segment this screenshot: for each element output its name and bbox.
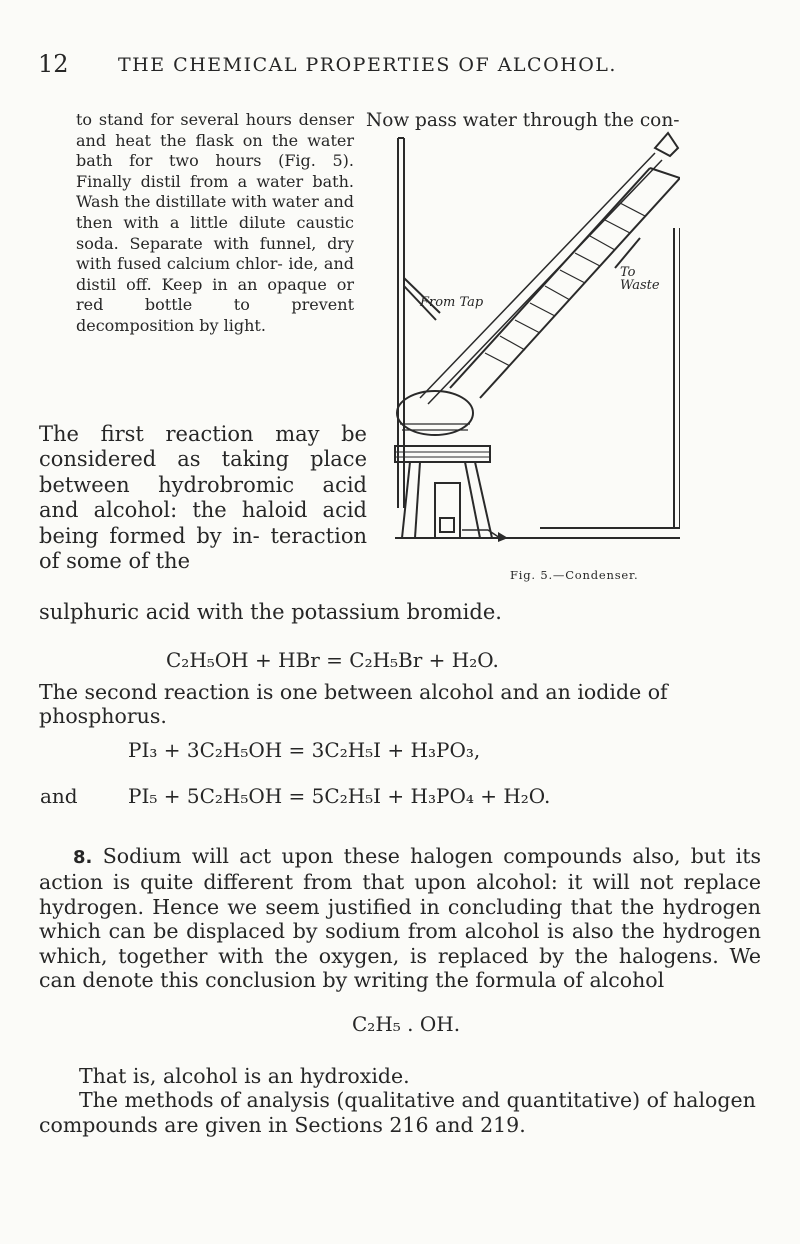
condenser-figure — [380, 128, 680, 563]
running-head: THE CHEMICAL PROPERTIES OF ALCOHOL. — [118, 54, 617, 76]
page-number: 12 — [38, 50, 69, 78]
section-8-text: Sodium will act upon these halogen compounds also, but its action is quite different from that upon alcohol: it will not replace hydrogen. Hence we seem justified in concluding that the hydrogen which can be displaced by sodium from alcohol is also the hydrogen which, together with the oxygen, is replaced by the halogens. We can denote this conclusion by writing the formula of alcohol — [39, 844, 761, 993]
alcohol-formula: C₂H₅ . OH. — [352, 1012, 461, 1036]
section-8-paragraph — [39, 844, 761, 992]
left-column-text — [76, 110, 354, 337]
section-number: 8. — [73, 847, 93, 868]
second-reaction-paragraph: The second reaction is one between alcohol and an iodide of phosphorus. — [39, 680, 668, 728]
equation-pi5: PI₅ + 5C₂H₅OH = 5C₂H₅I + H₃PO₄ + H₂O. — [128, 784, 551, 808]
procedure-paragraph: to stand for several hours denser and heat the flask on the water bath for two hours (Fig. 5). Finally distil from a water bath. Wash the distillate with water and then with a little dilute caustic soda. Separate with funnel, dry with fused calcium chlor- ide, and distil off. Keep in an opaque or red bottle to prevent decomposition by light. — [76, 110, 354, 335]
reaction-paragraph-end: sulphuric acid with the potassium bromide. — [39, 600, 502, 624]
conclusion-text: That is, alcohol is an hydroxide. — [79, 1064, 410, 1088]
label-to-waste: To Waste — [620, 265, 660, 293]
methods-text: The methods of analysis (qualitative and quantitative) of halogen compounds are given in Sections 216 and 219. — [39, 1088, 756, 1137]
and-word: and — [40, 784, 78, 808]
equation-pi3: PI₃ + 3C₂H₅OH = 3C₂H₅I + H₃PO₃, — [128, 738, 481, 762]
page-header — [0, 50, 800, 90]
conclusion-block — [39, 1064, 761, 1137]
right-column-text: Now pass water through the con- — [366, 110, 680, 131]
label-from-tap: From Tap — [420, 295, 484, 310]
figure-caption: Fig. 5.—Condenser. — [510, 568, 639, 582]
condenser-illustration — [380, 128, 680, 563]
equation-hbr: C₂H₅OH + HBr = C₂H₅Br + H₂O. — [166, 648, 499, 672]
reaction-paragraph: The first reaction may be considered as taking place between hydrobromic acid and alcohol: the haloid acid being formed by in- teraction of some of the — [39, 422, 367, 574]
water-bath — [395, 446, 490, 462]
